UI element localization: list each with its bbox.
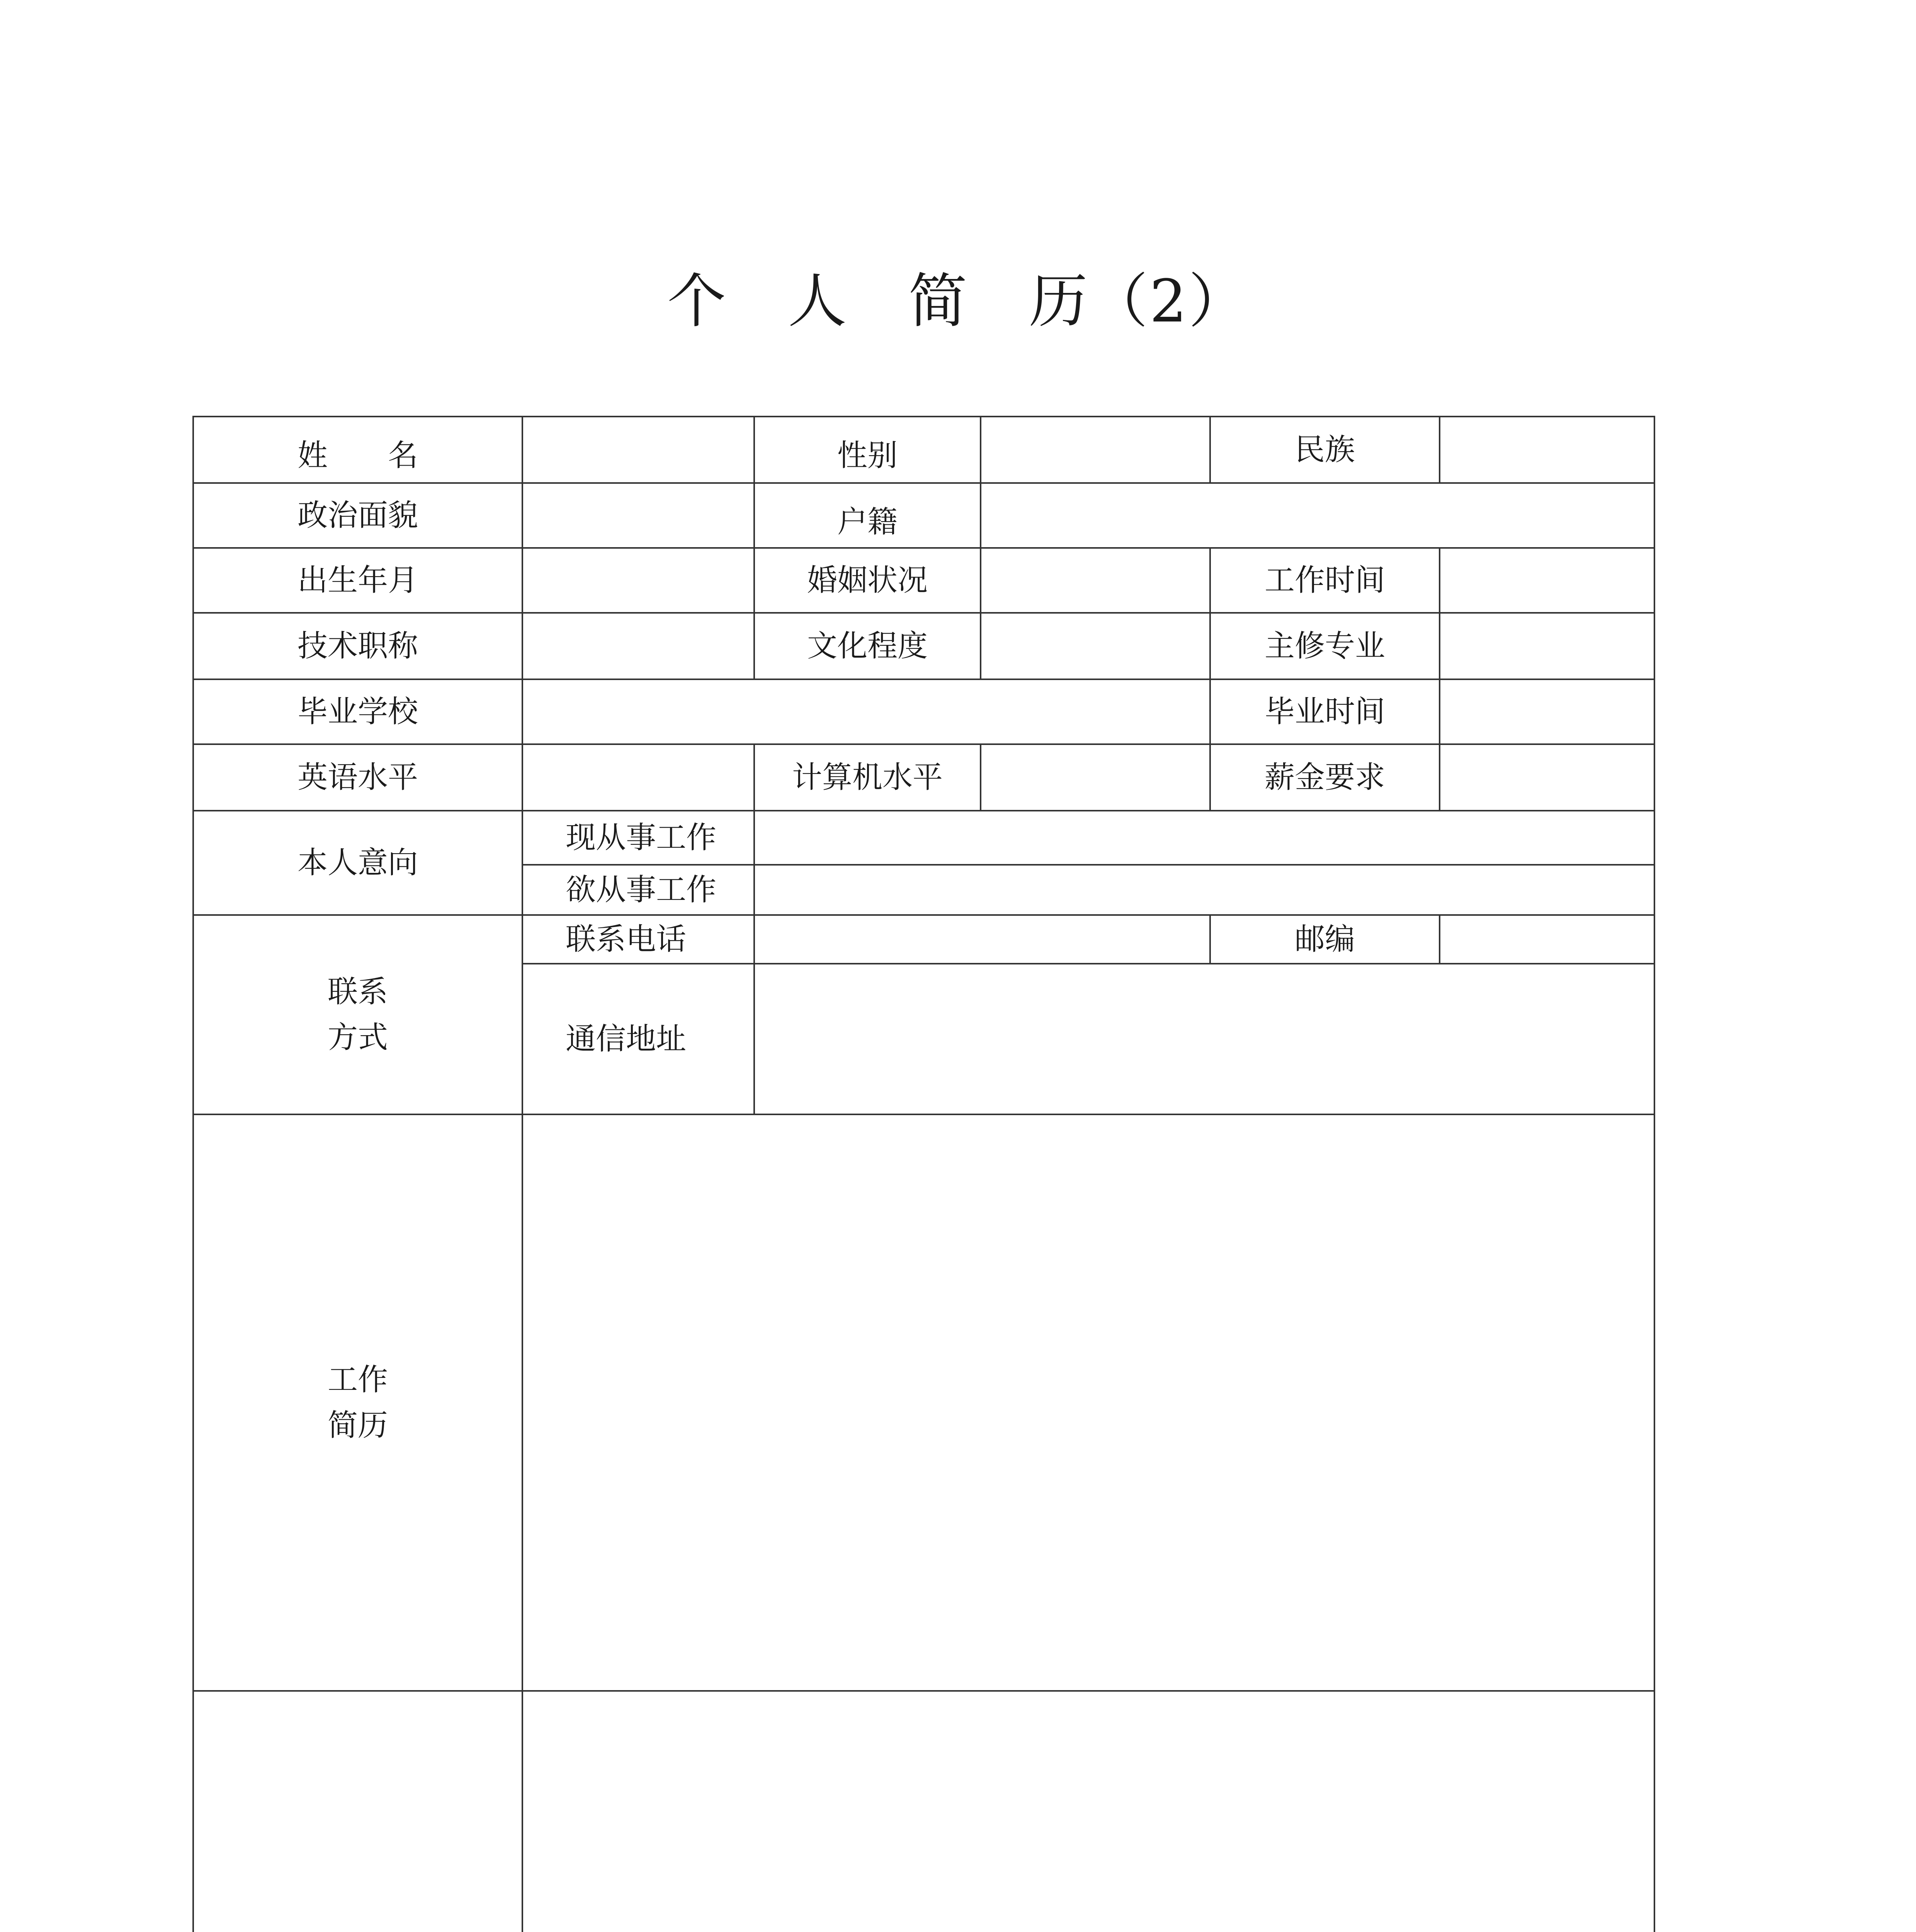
- label-ethnicity: 民族: [1210, 417, 1440, 483]
- field-english-level[interactable]: [522, 744, 754, 811]
- page-title: 个 人 简 历（2）: [667, 267, 1249, 335]
- label-technical-title: 技术职称: [193, 613, 522, 679]
- field-political-status[interactable]: [522, 483, 754, 548]
- label-political-status: 政治面貌: [193, 483, 522, 548]
- field-desired-job[interactable]: [754, 865, 1654, 915]
- label-graduated-school: 毕业学校: [193, 679, 522, 744]
- field-work-history[interactable]: [522, 1114, 1654, 1691]
- label-desired-job: 欲从事工作: [522, 865, 754, 915]
- label-contact-line1: 联系: [327, 975, 388, 1009]
- field-current-job[interactable]: [754, 811, 1654, 865]
- field-work-start-time[interactable]: [1440, 548, 1654, 613]
- field-address[interactable]: [754, 964, 1654, 1114]
- row-current-job: [193, 811, 1654, 865]
- field-phone[interactable]: [754, 915, 1210, 964]
- row-phone: [193, 915, 1654, 964]
- label-intention: 本人意向: [193, 811, 522, 915]
- label-current-job: 现从事工作: [522, 811, 754, 865]
- row-self-evaluation: [193, 1691, 1654, 1932]
- label-contact-line2: 方式: [327, 1020, 388, 1055]
- field-marital-status[interactable]: [981, 548, 1210, 613]
- label-work-history-line1: 工作: [327, 1362, 388, 1397]
- field-major[interactable]: [1440, 613, 1654, 679]
- label-computer-level: 计算机水平: [754, 744, 981, 811]
- label-postcode: 邮编: [1210, 915, 1440, 964]
- field-graduated-school[interactable]: [522, 679, 1210, 744]
- field-education-level[interactable]: [981, 613, 1210, 679]
- field-graduation-time[interactable]: [1440, 679, 1654, 744]
- field-household-registration[interactable]: [981, 483, 1654, 548]
- label-work-history-line2: 简历: [327, 1408, 388, 1443]
- row-work-history: [193, 1114, 1654, 1691]
- field-name[interactable]: [522, 417, 754, 483]
- label-work-history: [193, 1114, 522, 1691]
- field-technical-title[interactable]: [522, 613, 754, 679]
- field-salary-requirement[interactable]: [1440, 744, 1654, 811]
- field-computer-level[interactable]: [981, 744, 1210, 811]
- label-major: 主修专业: [1210, 613, 1440, 679]
- resume-form-table: [192, 416, 1655, 1932]
- row-technical-title: [193, 613, 1654, 679]
- label-marital-status: 婚姻状况: [754, 548, 981, 613]
- row-graduated-school: [193, 679, 1654, 744]
- row-birth-date: [193, 548, 1654, 613]
- field-postcode[interactable]: [1440, 915, 1654, 964]
- label-contact: [193, 915, 522, 1114]
- label-name: 姓 名: [193, 417, 522, 483]
- label-household-registration: 户籍: [754, 483, 981, 548]
- field-gender[interactable]: [981, 417, 1210, 483]
- label-salary-requirement: 薪金要求: [1210, 744, 1440, 811]
- label-address: 通信地址: [522, 964, 754, 1114]
- label-self-evaluation: [193, 1691, 522, 1932]
- row-basic-info: [193, 417, 1654, 483]
- row-political-status: [193, 483, 1654, 548]
- label-phone: 联系电话: [522, 915, 754, 964]
- label-english-level: 英语水平: [193, 744, 522, 811]
- field-self-evaluation[interactable]: [522, 1691, 1654, 1932]
- field-ethnicity[interactable]: [1440, 417, 1654, 483]
- label-gender: 性别: [754, 417, 981, 483]
- label-education-level: 文化程度: [754, 613, 981, 679]
- label-graduation-time: 毕业时间: [1210, 679, 1440, 744]
- label-birth-date: 出生年月: [193, 548, 522, 613]
- field-birth-date[interactable]: [522, 548, 754, 613]
- row-english-level: [193, 744, 1654, 811]
- label-work-start-time: 工作时间: [1210, 548, 1440, 613]
